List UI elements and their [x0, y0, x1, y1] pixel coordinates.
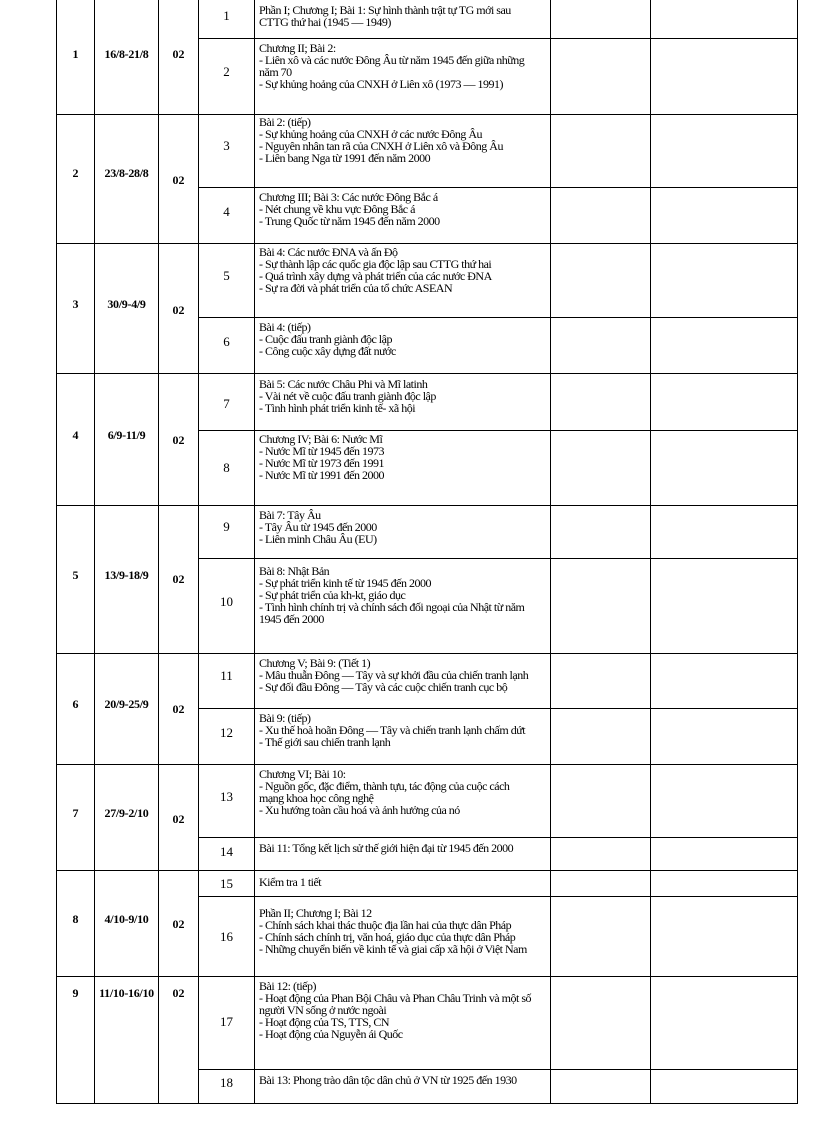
period-count: 02 [172, 572, 185, 586]
lesson-number: 17 [220, 1014, 233, 1029]
lesson-content: Bài 4: Các nước ĐNA và ấn Độ - Sự thành lập các quốc gia độc lập sau CTTG thứ hai - Quá trình xây dựng và phát triển của các nước ĐNA - Sự ra đời và phát triển của tổ chức ASEAN [259, 245, 492, 295]
week-dates: 6/9-11/9 [107, 428, 146, 442]
period-count: 02 [172, 303, 185, 317]
week-number: 4 [72, 428, 79, 442]
lesson-number: 7 [223, 396, 230, 411]
lesson-content: Bài 13: Phong trào dân tộc dân chủ ở VN từ 1925 đến 1930 [259, 1073, 517, 1087]
lesson-content: Bài 5: Các nước Châu Phi và Mĩ latinh - Vài nét về cuộc đấu tranh giành độc lập - Tình hình phát triển kinh tế- xã hội [259, 377, 436, 415]
week-dates: 23/8-28/8 [104, 166, 149, 180]
lesson-number: 5 [223, 268, 230, 283]
week-dates: 20/9-25/9 [104, 697, 149, 711]
lesson-number: 1 [223, 8, 230, 23]
lesson-content: Bài 8: Nhật Bản - Sự phát triển kinh tế từ 1945 đến 2000 - Sự phát triển của kh-kt, giáo dục - Tình hình chính trị và chính sách đối ngoại của Nhật từ năm 1945 đến 2000 [259, 564, 525, 626]
lesson-content: Bài 12: (tiếp) - Hoạt động của Phan Bội Châu và Phan Châu Trinh và một số người VN sống ở nước ngoài - Hoạt động của TS, TTS, CN - Hoạt động của Nguyễn ái Quốc [259, 979, 531, 1041]
week-dates: 30/9-4/9 [107, 297, 146, 311]
lesson-content: Chương III; Bài 3: Các nước Đông Bắc á - Nét chung về khu vực Đông Bắc á - Trung Quốc từ năm 1945 đến năm 2000 [259, 190, 440, 228]
period-count: 02 [172, 173, 185, 187]
lesson-number: 12 [220, 725, 233, 740]
week-number: 5 [72, 568, 79, 582]
week-number: 7 [72, 806, 79, 820]
week-dates: 13/9-18/9 [104, 568, 149, 582]
week-number: 6 [72, 697, 79, 711]
lesson-content: Bài 4: (tiếp) - Cuộc đấu tranh giành độc lập - Công cuộc xây dựng đất nước [259, 320, 396, 358]
period-count: 02 [172, 917, 185, 931]
lesson-number: 9 [223, 519, 230, 534]
lesson-content: Bài 7: Tây Âu - Tây Âu từ 1945 đến 2000 - Liên minh Châu Âu (EU) [259, 508, 377, 546]
week-dates: 16/8-21/8 [104, 47, 149, 61]
lesson-number: 11 [220, 668, 233, 683]
lesson-content: Chương II; Bài 2: - Liên xô và các nước Đông Âu từ năm 1945 đến giữa những năm 70 - Sự khủng hoảng của CNXH ở Liên xô (1973 — 1991) [259, 41, 525, 91]
lesson-content: Kiểm tra 1 tiết [259, 875, 322, 889]
week-number: 2 [72, 166, 79, 180]
lesson-number: 4 [223, 204, 230, 219]
lesson-content: Chương VI; Bài 10: - Nguồn gốc, đặc điểm, thành tựu, tác động của cuộc cách mạng khoa học công nghệ - Xu hướng toàn cầu hoá và ảnh hưởng của nó [259, 767, 510, 817]
week-number: 3 [72, 297, 79, 311]
period-count: 02 [172, 47, 185, 61]
lesson-content: Chương V; Bài 9: (Tiết 1) - Mâu thuẫn Đông — Tây và sự khởi đầu của chiến tranh lạnh - Sự đối đầu Đông — Tây và các cuộc chiến tranh cục bộ [259, 656, 529, 694]
lesson-number: 18 [220, 1075, 233, 1090]
lesson-number: 2 [223, 64, 230, 79]
week-dates: 4/10-9/10 [104, 912, 149, 926]
lesson-content: Phần I; Chương I; Bài 1: Sự hình thành trật tự TG mới sau CTTG thứ hai (1945 — 1949) [259, 3, 511, 29]
lesson-content: Bài 9: (tiếp) - Xu thế hoà hoãn Đông — Tây và chiến tranh lạnh chấm dứt - Thế giới sau chiến tranh lạnh [259, 711, 526, 749]
lesson-number: 3 [223, 138, 230, 153]
lesson-content: Chương IV; Bài 6: Nước Mĩ - Nước Mĩ từ 1945 đến 1973 - Nước Mĩ từ 1973 đến 1991 - Nước Mĩ từ 1991 đến 2000 [259, 432, 385, 482]
period-count: 02 [172, 433, 185, 447]
week-number: 8 [72, 912, 79, 926]
lesson-number: 8 [223, 460, 230, 475]
week-number: 1 [72, 47, 79, 61]
lesson-number: 15 [220, 876, 233, 891]
lesson-content: Bài 11: Tổng kết lịch sử thế giới hiện đại từ 1945 đến 2000 [259, 841, 514, 855]
lesson-number: 14 [220, 844, 233, 859]
period-count: 02 [172, 986, 185, 1000]
week-dates: 11/10-16/10 [99, 986, 154, 1000]
week-number: 9 [72, 986, 79, 1000]
week-dates: 27/9-2/10 [104, 806, 149, 820]
period-count: 02 [172, 812, 185, 826]
lesson-number: 10 [220, 594, 233, 609]
period-count: 02 [172, 702, 185, 716]
lesson-content: Phần II; Chương I; Bài 12 - Chính sách khai thác thuộc địa lần hai của thực dân Pháp - Chính sách chính trị, văn hoá, giáo dục của thực dân Pháp - Những chuyển biến về kinh tế và giai cấp xã hội ở Việt Nam [259, 906, 527, 956]
lesson-number: 13 [220, 789, 233, 804]
lesson-number: 6 [223, 334, 230, 349]
lesson-number: 16 [220, 929, 233, 944]
lesson-content: Bài 2: (tiếp) - Sự khủng hoảng của CNXH ở các nước Đông Âu - Nguyên nhân tan rã của CNXH ở Liên xô và Đông Âu - Liên bang Nga từ 1991 đến năm 2000 [259, 115, 503, 165]
